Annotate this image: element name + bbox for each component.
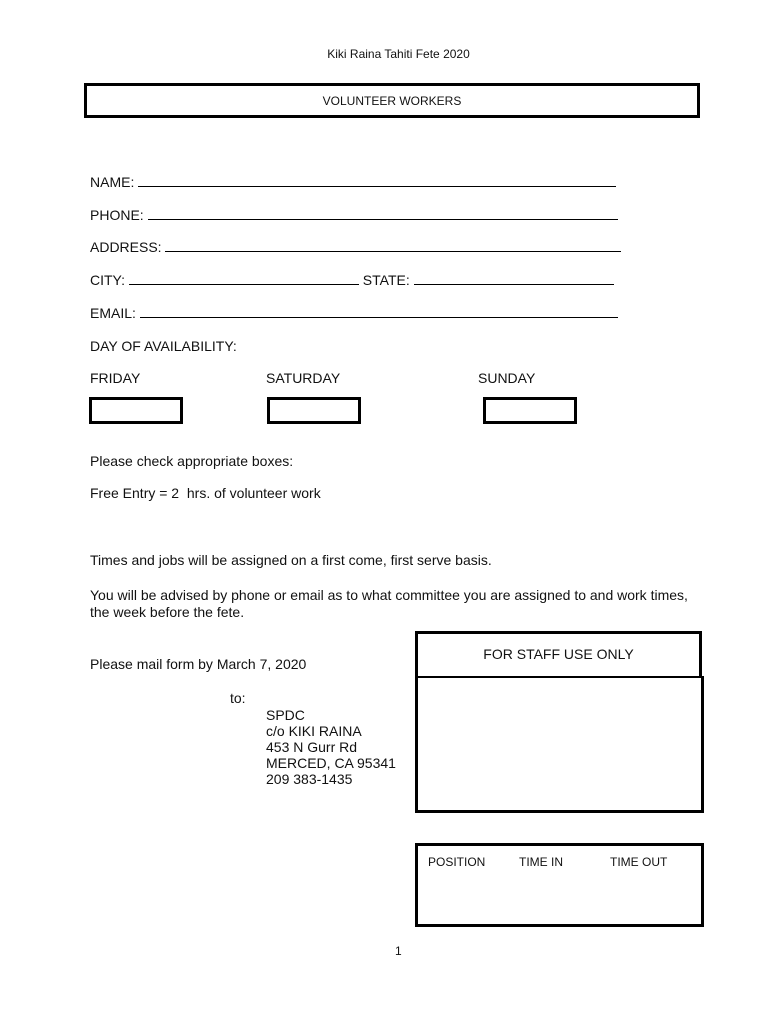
city-state-field[interactable]	[90, 272, 614, 288]
sunday-checkbox[interactable]	[483, 397, 577, 424]
form-title-banner	[84, 83, 700, 118]
staff-use-notes-box	[415, 676, 704, 813]
name-field[interactable]	[90, 174, 616, 190]
to-label: to:	[230, 690, 246, 706]
day-label-sunday: SUNDAY	[478, 370, 536, 386]
assignment-note: Times and jobs will be assigned on a first come, first serve basis.	[90, 552, 492, 568]
name-input-line[interactable]	[138, 174, 616, 187]
day-label-friday: FRIDAY	[90, 370, 141, 386]
page-number: 1	[395, 944, 402, 958]
address-field[interactable]	[90, 239, 621, 255]
mailing-address	[266, 707, 396, 787]
position-column: POSITION	[428, 855, 486, 869]
city-label: CITY:	[90, 272, 126, 288]
form-title: VOLUNTEER WORKERS	[322, 93, 462, 108]
name-label: NAME:	[90, 174, 135, 190]
advice-note-line2: the week before the fete.	[90, 604, 245, 620]
staff-use-header	[415, 631, 702, 679]
time-out-column: TIME OUT	[610, 855, 668, 869]
mail-by-note: Please mail form by March 7, 2020	[90, 656, 307, 672]
phone-input-line[interactable]	[148, 207, 618, 220]
phone-field[interactable]	[90, 207, 618, 223]
address-line: 453 N Gurr Rd	[266, 739, 358, 755]
phone-label: PHONE:	[90, 207, 144, 223]
time-in-column: TIME IN	[519, 855, 563, 869]
free-entry-note: Free Entry = 2 hrs. of volunteer work	[90, 485, 321, 501]
advice-note-line1: You will be advised by phone or email as to what committee you are assigned to and work times,	[90, 587, 688, 603]
staff-position-box	[415, 843, 704, 927]
friday-checkbox[interactable]	[89, 397, 183, 424]
address-input-line[interactable]	[165, 239, 621, 252]
address-line: SPDC	[266, 707, 305, 723]
staff-use-title: FOR STAFF USE ONLY	[483, 646, 634, 662]
address-label: ADDRESS:	[90, 239, 162, 255]
email-input-line[interactable]	[140, 305, 618, 318]
address-line: MERCED, CA 95341	[266, 755, 396, 771]
city-input-line[interactable]	[129, 272, 359, 285]
saturday-checkbox[interactable]	[267, 397, 361, 424]
email-label: EMAIL:	[90, 305, 136, 321]
address-line: 209 383-1435	[266, 771, 353, 787]
day-label-saturday: SATURDAY	[266, 370, 341, 386]
address-line: c/o KIKI RAINA	[266, 723, 362, 739]
event-title: Kiki Raina Tahiti Fete 2020	[327, 47, 470, 61]
email-field[interactable]	[90, 305, 618, 321]
state-label: STATE:	[362, 272, 410, 288]
check-boxes-instruction: Please check appropriate boxes:	[90, 453, 294, 469]
state-input-line[interactable]	[414, 272, 614, 285]
availability-heading: DAY OF AVAILABILITY:	[90, 338, 237, 354]
